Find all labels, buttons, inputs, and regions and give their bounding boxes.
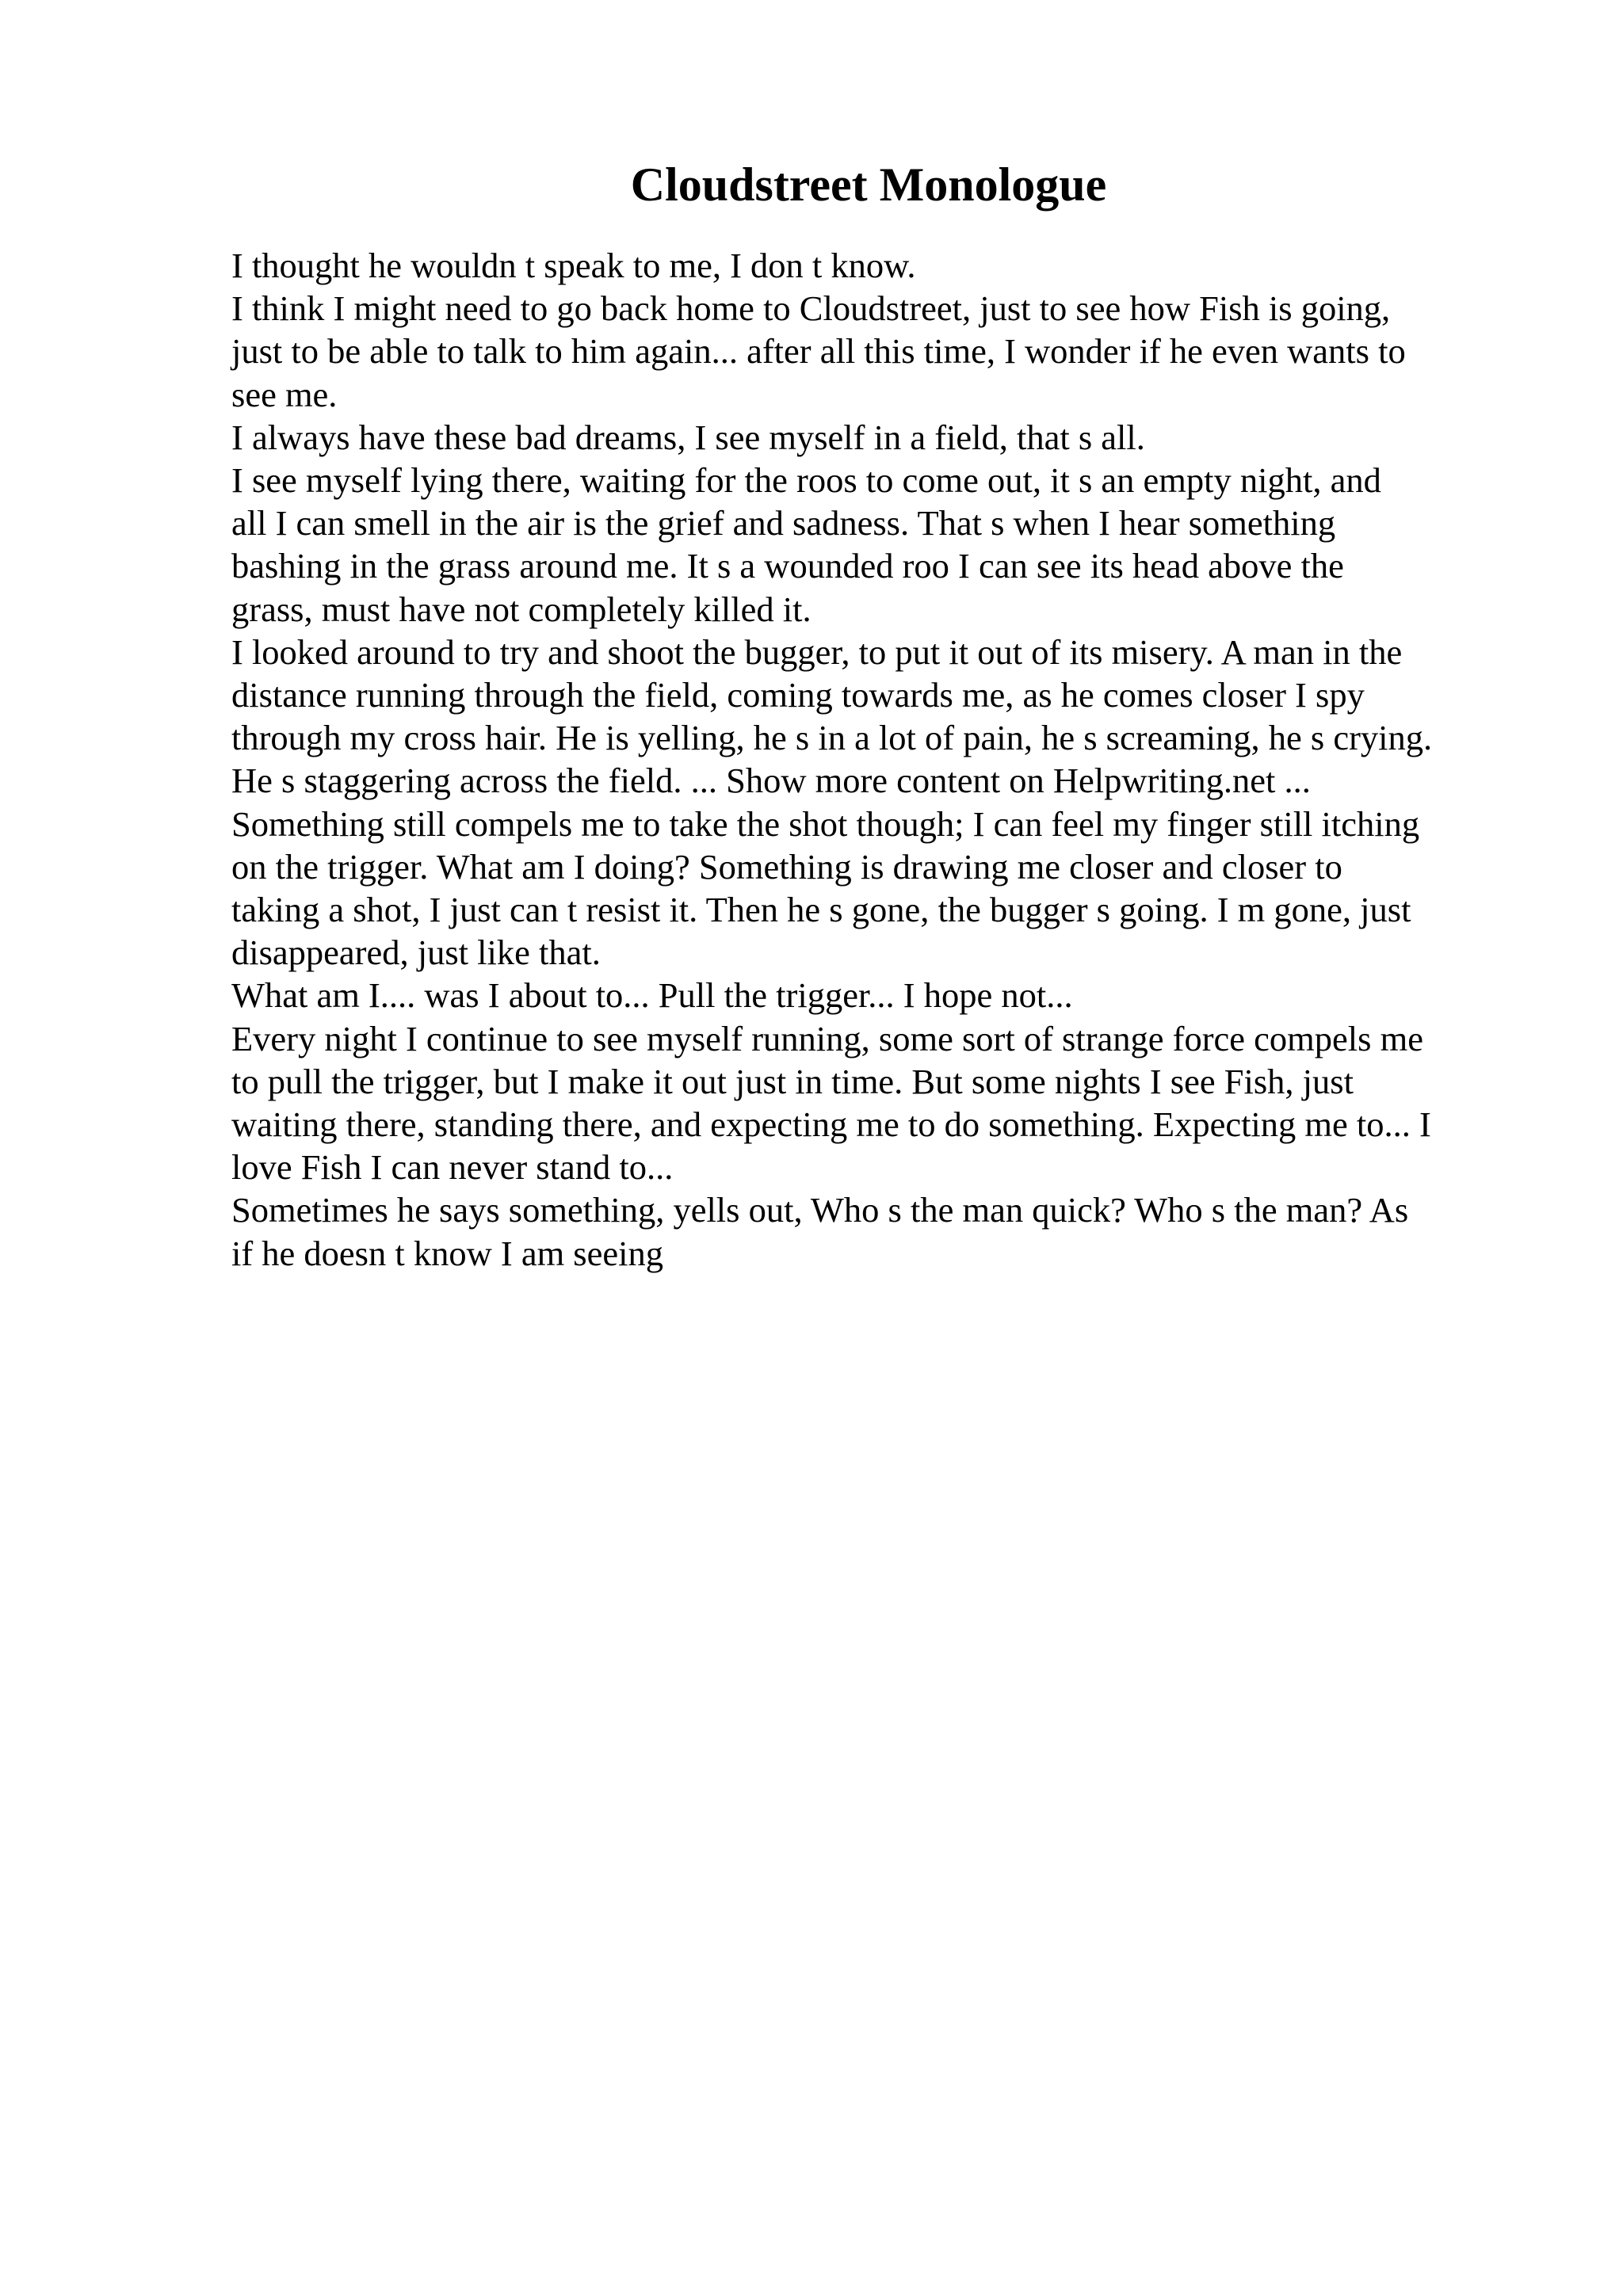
- body-line: Something still compels me to take the shot though; I can feel my finger still itching: [231, 803, 1420, 844]
- body-line: What am I.... was I about to... Pull the trigger... I hope not...: [231, 975, 1073, 1016]
- body-line: I see myself lying there, waiting for the roos to come out, it s an empty night, and: [231, 460, 1381, 501]
- document-body: [231, 244, 1579, 1275]
- body-line: bashing in the grass around me. It s a wounded roo I can see its head above the: [231, 546, 1344, 586]
- body-line: taking a shot, I just can t resist it. Then he s gone, the bugger s going. I m gone, just: [231, 890, 1411, 930]
- body-line: waiting there, standing there, and expecting me to do something. Expecting me to... I: [231, 1104, 1431, 1145]
- body-line: He s staggering across the field. ... Show more content on Helpwriting.net ...: [231, 761, 1311, 801]
- body-line: just to be able to talk to him again... after all this time, I wonder if he even wants to: [231, 331, 1406, 372]
- body-line: see me.: [231, 374, 338, 414]
- body-line: on the trigger. What am I doing? Something is drawing me closer and closer to: [231, 846, 1342, 887]
- body-line: grass, must have not completely killed it.: [231, 589, 812, 629]
- body-line: I looked around to try and shoot the bugger, to put it out of its misery. A man in the: [231, 631, 1403, 672]
- body-line: to pull the trigger, but I make it out just in time. But some nights I see Fish, just: [231, 1061, 1354, 1101]
- body-line: Sometimes he says something, yells out, Who s the man quick? Who s the man? As: [231, 1190, 1409, 1230]
- body-line: I thought he wouldn t speak to me, I don t know.: [231, 246, 916, 285]
- body-line: disappeared, just like that.: [231, 933, 601, 973]
- body-line: distance running through the field, coming towards me, as he comes closer I spy: [231, 675, 1365, 715]
- body-line: all I can smell in the air is the grief and sadness. That s when I hear something: [231, 503, 1336, 543]
- body-line: love Fish I can never stand to...: [231, 1147, 674, 1188]
- body-line: if he doesn t know I am seeing: [231, 1233, 663, 1273]
- body-line: through my cross hair. He is yelling, he s in a lot of pain, he s screaming, he s crying.: [231, 718, 1433, 758]
- document-title: Cloudstreet Monologue: [630, 158, 1107, 211]
- body-line: I think I might need to go back home to Cloudstreet, just to see how Fish is going,: [231, 288, 1391, 329]
- body-line: Every night I continue to see myself running, some sort of strange force compels me: [231, 1018, 1423, 1058]
- body-line: I always have these bad dreams, I see myself in a field, that s all.: [231, 417, 1145, 457]
